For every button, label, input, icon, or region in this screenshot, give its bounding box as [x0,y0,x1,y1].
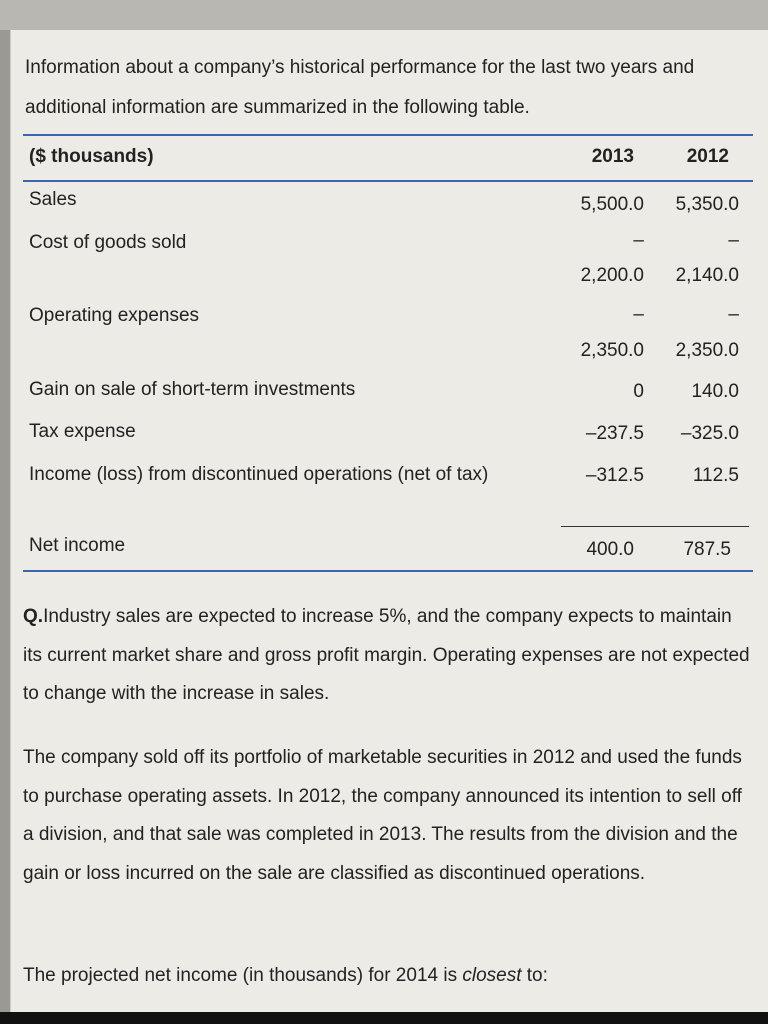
subtotal-rule [561,526,749,527]
row-discontinued-label: Income (loss) from discontinued operations (net of tax) [29,464,489,485]
row-opex-label: Operating expenses [29,305,200,326]
row-gain-2012: 140.0 [691,381,739,402]
prompt-main: The projected net income (in thousands) for 2014 is [23,965,463,986]
row-cogs-sign-2013: – [633,230,644,251]
row-net-income-label: Net income [29,535,126,556]
table-header-label: ($ thousands) [29,146,154,167]
intro-text: Information about a company’s historical performance for the last two years and additional information are summarized in the following table. [25,57,695,118]
row-net-income-2012: 787.5 [683,539,731,560]
row-cogs-2012: 2,140.0 [675,265,739,286]
row-sales-label: Sales [29,189,77,210]
row-tax-2013: –237.5 [585,423,644,444]
row-sales-2013: 5,500.0 [580,194,644,215]
prompt-paragraph [23,957,753,996]
row-discontinued-2012: 112.5 [692,465,739,486]
row-opex-2013: 2,350.0 [580,340,644,361]
row-opex-sign-2012: – [728,304,739,325]
row-discontinued-2013: –312.5 [585,465,644,486]
photo-top-edge [0,0,768,30]
prompt-end: to: [521,965,548,986]
row-gain-2013: 0 [633,381,644,402]
table-header-rule [23,180,753,182]
prompt-emphasis: closest [462,965,522,986]
row-tax-2012: –325.0 [680,423,739,444]
row-cogs-2013: 2,200.0 [580,265,644,286]
photo-bottom-edge [0,1012,768,1024]
row-opex-2012: 2,350.0 [675,340,739,361]
row-opex-sign-2013: – [633,304,644,325]
question-text: Industry sales are expected to increase 5%, and the company expects to maintain its current market share and gross profit margin. Operating expenses are not expected to change with the increase in sales. [23,606,750,704]
context-paragraph: The company sold off its portfolio of marketable securities in 2012 and used the funds to purchase operating assets. In 2012, the company announced its intention to sell off a division, and that sale was completed in 2013. The results from the division and the gain or loss incurred on the sale are classified as discontinued operations. [23,747,742,884]
question-prefix: Q. [23,606,44,627]
table-bottom-rule [23,570,753,572]
row-tax-label: Tax expense [29,421,136,442]
table-header-2012: 2012 [686,146,729,167]
row-sales-2012: 5,350.0 [675,194,739,215]
question-paragraph [23,598,753,714]
question-card [10,30,768,1012]
row-gain-label: Gain on sale of short-term investments [29,379,356,400]
table-header-2013: 2013 [591,146,634,167]
row-cogs-label: Cost of goods sold [29,232,187,253]
table-top-rule [23,134,753,136]
row-net-income-2013: 400.0 [586,539,634,560]
row-cogs-sign-2012: – [728,230,739,251]
